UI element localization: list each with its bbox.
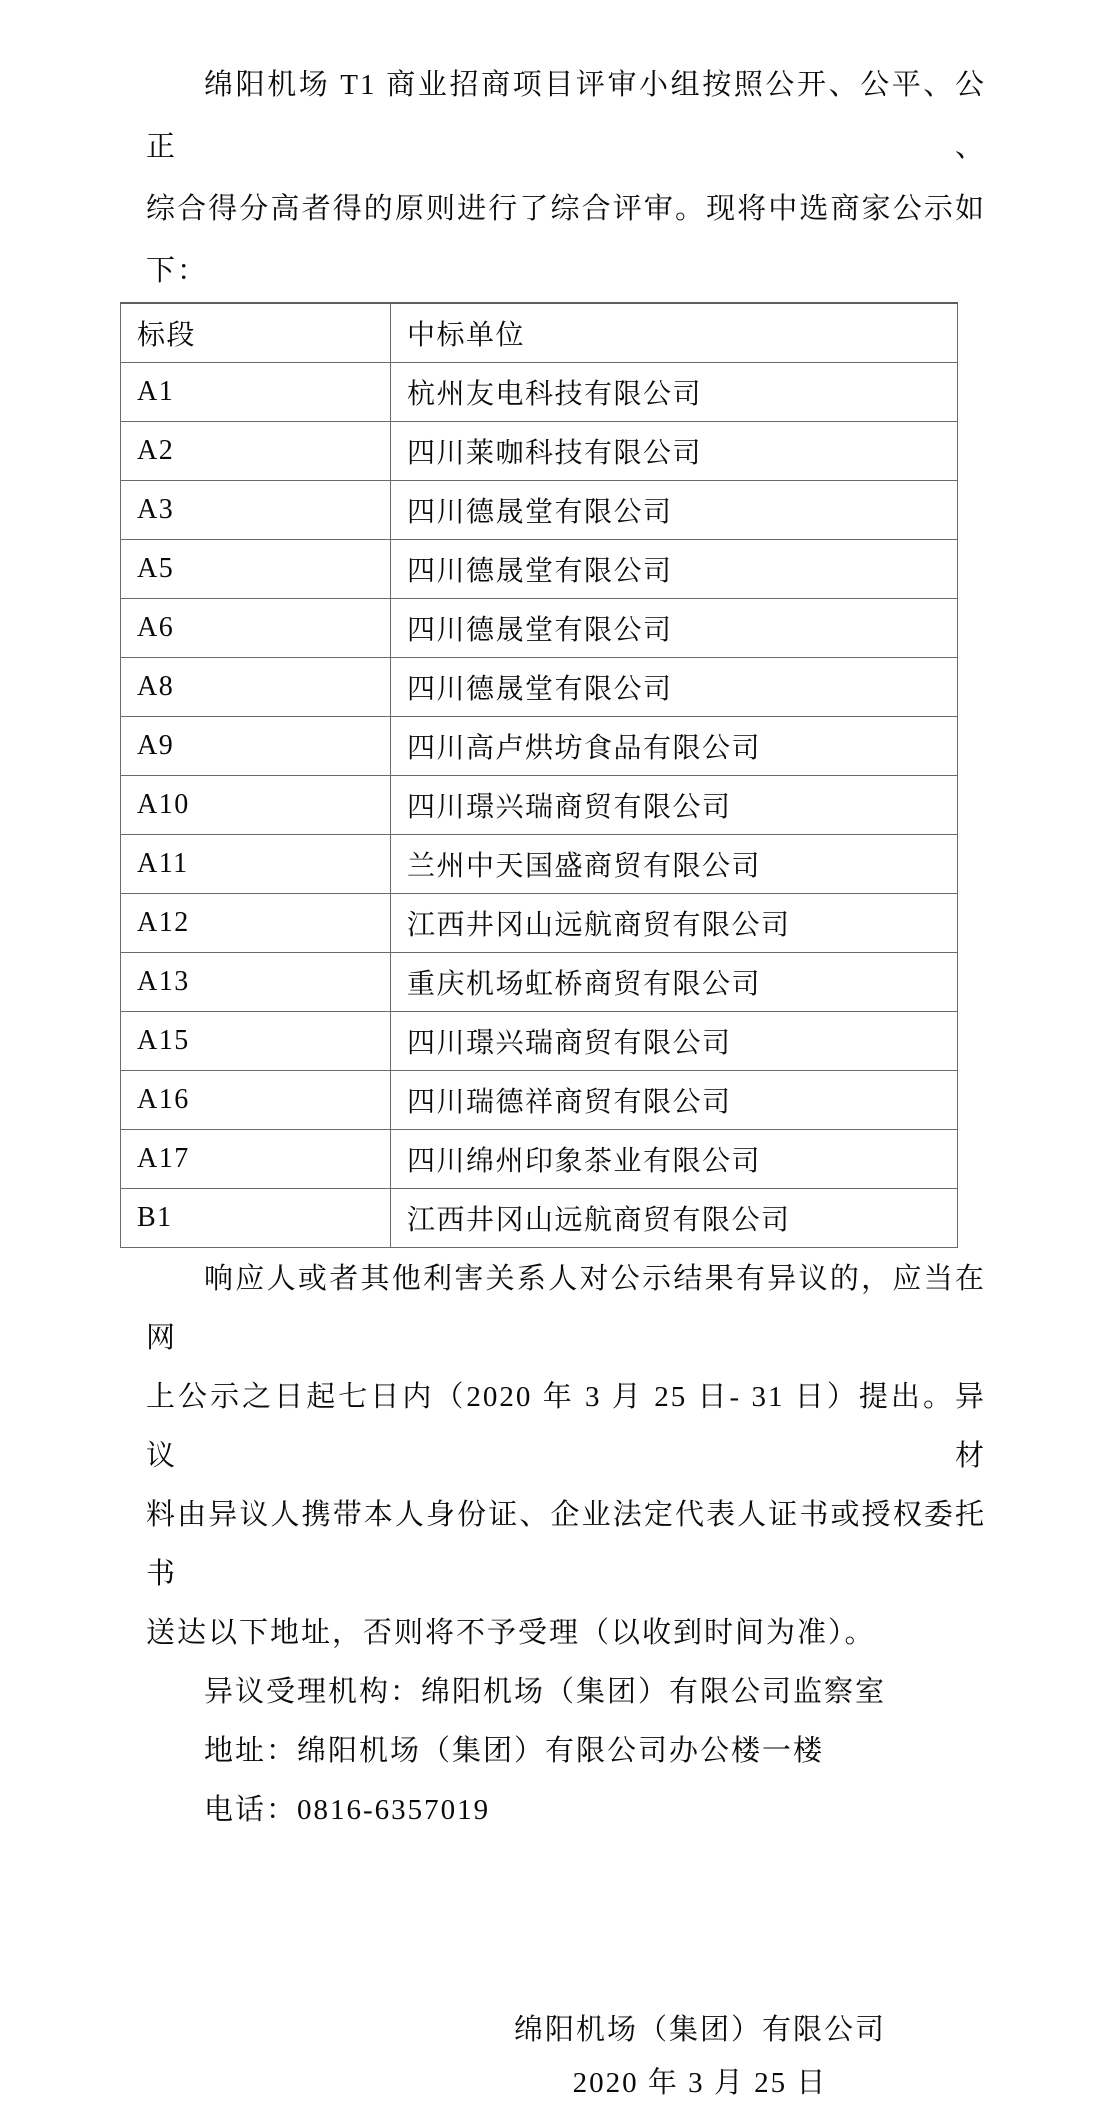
table-cell: A13 <box>121 953 391 1012</box>
signature-company: 绵阳机场（集团）有限公司 <box>513 2014 886 2046</box>
intro-line-3: 下： <box>146 255 209 287</box>
table-cell: A10 <box>121 776 391 835</box>
table-row <box>121 481 958 540</box>
signature-date: 2020 年 3 月 25 日 <box>572 2067 828 2099</box>
table-row <box>121 1071 958 1130</box>
table-cell: A11 <box>121 835 391 894</box>
table-cell: 四川德晟堂有限公司 <box>391 599 958 658</box>
table-cell: 四川莱咖科技有限公司 <box>391 422 958 481</box>
table-cell: A16 <box>121 1071 391 1130</box>
table-cell: 四川德晟堂有限公司 <box>391 481 958 540</box>
objection-line-1: 响应人或者其他利害关系人对公示结果有异议的，应当在网 <box>146 1263 986 1354</box>
table-cell: A15 <box>121 1012 391 1071</box>
table-row <box>121 1012 958 1071</box>
table-row <box>121 776 958 835</box>
table-cell: A6 <box>121 599 391 658</box>
header-winner: 中标单位 <box>391 303 958 363</box>
table-cell: 兰州中天国盛商贸有限公司 <box>391 835 958 894</box>
table-header-row <box>121 303 958 363</box>
table-row <box>121 658 958 717</box>
table-cell: A2 <box>121 422 391 481</box>
table-row <box>121 717 958 776</box>
table-cell: 重庆机场虹桥商贸有限公司 <box>391 953 958 1012</box>
table-row <box>121 894 958 953</box>
table-cell: A9 <box>121 717 391 776</box>
table-cell: A3 <box>121 481 391 540</box>
table-cell: B1 <box>121 1189 391 1248</box>
table-row <box>121 1189 958 1248</box>
table-row <box>121 422 958 481</box>
signature-block <box>480 2004 920 2110</box>
table-cell: 江西井冈山远航商贸有限公司 <box>391 1189 958 1248</box>
table-row <box>121 599 958 658</box>
table-cell: 四川璟兴瑞商贸有限公司 <box>391 776 958 835</box>
table-row <box>121 953 958 1012</box>
table-row <box>121 540 958 599</box>
phone-line: 电话：0816-6357019 <box>204 1794 491 1826</box>
objection-line-4: 送达以下地址，否则将不予受理（以收到时间为准）。 <box>146 1617 876 1649</box>
table-cell: A1 <box>121 363 391 422</box>
table-cell: A12 <box>121 894 391 953</box>
address-line: 地址：绵阳机场（集团）有限公司办公楼一楼 <box>204 1735 825 1767</box>
table-cell: 四川德晟堂有限公司 <box>391 540 958 599</box>
table-cell: 杭州友电科技有限公司 <box>391 363 958 422</box>
award-table-body <box>121 363 958 1248</box>
table-row <box>121 1130 958 1189</box>
intro-paragraph <box>146 54 986 302</box>
table-cell: 四川瑞德祥商贸有限公司 <box>391 1071 958 1130</box>
table-cell: 江西井冈山远航商贸有限公司 <box>391 894 958 953</box>
table-cell: A8 <box>121 658 391 717</box>
table-cell: 四川德晟堂有限公司 <box>391 658 958 717</box>
table-cell: 四川高卢烘坊食品有限公司 <box>391 717 958 776</box>
objection-line-2: 上公示之日起七日内（2020 年 3 月 25 日- 31 日）提出。异议材 <box>146 1381 986 1472</box>
table-row <box>121 363 958 422</box>
table-cell: A17 <box>121 1130 391 1189</box>
award-table <box>120 302 958 1248</box>
intro-line-1: 绵阳机场 T1 商业招商项目评审小组按照公开、公平、公正、 <box>146 69 986 163</box>
objection-paragraph <box>146 1250 986 1663</box>
objection-agency-line: 异议受理机构：绵阳机场（集团）有限公司监察室 <box>204 1676 887 1708</box>
table-cell: 四川绵州印象茶业有限公司 <box>391 1130 958 1189</box>
table-cell: 四川璟兴瑞商贸有限公司 <box>391 1012 958 1071</box>
header-lot: 标段 <box>121 303 391 363</box>
objection-line-3: 料由异议人携带本人身份证、企业法定代表人证书或授权委托书 <box>146 1499 986 1590</box>
table-row <box>121 835 958 894</box>
intro-line-2: 综合得分高者得的原则进行了综合评审。现将中选商家公示如 <box>146 193 986 225</box>
table-cell: A5 <box>121 540 391 599</box>
